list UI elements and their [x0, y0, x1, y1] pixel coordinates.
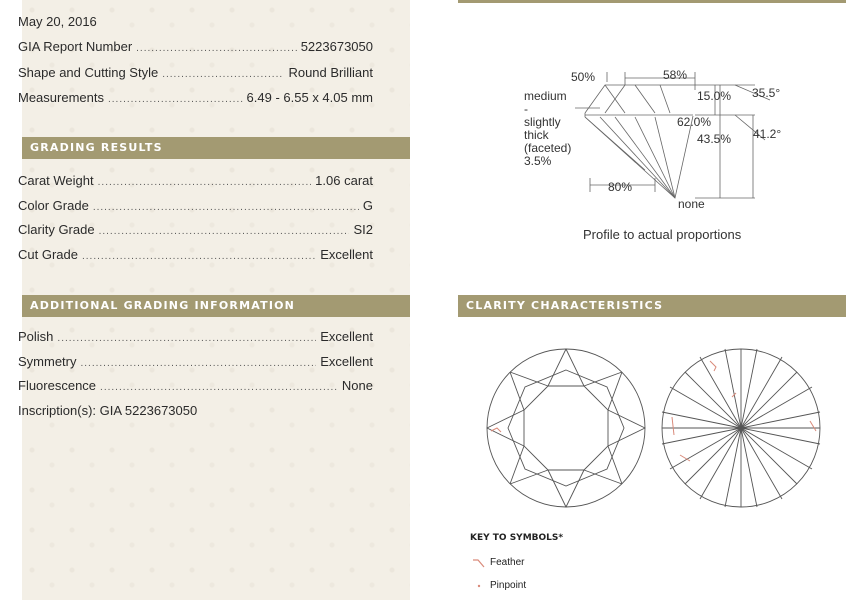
row-value: Excellent [320, 354, 373, 369]
row-label: Carat Weight [18, 173, 94, 188]
row-value: None [341, 378, 373, 393]
pinpoint-symbol-icon [472, 581, 486, 591]
clarity-characteristics-header: CLARITY CHARACTERISTICS [458, 295, 846, 317]
additional-info-header: ADDITIONAL GRADING INFORMATION [22, 295, 410, 317]
report-number-row [18, 38, 373, 58]
carat-row [18, 172, 373, 192]
row-value: Round Brilliant [288, 65, 373, 80]
row-value: Excellent [320, 329, 373, 344]
leader-dots [108, 91, 243, 109]
report-date: May 20, 2016 [18, 14, 97, 29]
girdle-top: medium [524, 89, 567, 103]
leader-dots [100, 379, 338, 397]
lower-half-pct: 80% [608, 180, 633, 194]
key-label: Feather [490, 557, 525, 568]
row-label: Color Grade [18, 198, 89, 213]
row-label: Symmetry [18, 354, 77, 369]
row-label: Shape and Cutting Style [18, 65, 159, 80]
crown-height: 15.0% [697, 89, 732, 103]
pavilion-angle: 41.2° [753, 127, 782, 141]
girdle-line-1: slightly [524, 115, 561, 129]
leader-dots [162, 66, 284, 84]
feather-symbol-icon [472, 558, 486, 568]
girdle-line-2: thick [524, 128, 549, 142]
polish-row [18, 328, 373, 348]
proportions-diagram [515, 60, 815, 220]
row-value: 6.49 - 6.55 x 4.05 mm [246, 90, 373, 105]
row-value: G [362, 198, 373, 213]
key-feather [472, 557, 524, 568]
row-label: GIA Report Number [18, 39, 133, 54]
measurements-row [18, 89, 373, 109]
leader-dots [136, 40, 297, 58]
row-label: Polish [18, 329, 54, 344]
leader-dots [81, 355, 317, 373]
row-value: Excellent [320, 247, 373, 262]
cut-row [18, 246, 373, 266]
leader-dots [93, 199, 359, 217]
crown-angle: 35.5° [752, 86, 781, 100]
leader-dots [99, 223, 350, 241]
total-depth: 62.0% [677, 115, 712, 129]
row-value: 5223673050 [300, 39, 373, 54]
key-pinpoint [472, 580, 526, 591]
leader-dots [82, 248, 316, 266]
row-label: Fluorescence [18, 378, 97, 393]
crown-plot-diagram [485, 347, 647, 509]
symmetry-row [18, 353, 373, 373]
pavilion-plot-diagram [660, 347, 822, 509]
girdle-dash: - [524, 102, 528, 116]
row-value: 1.06 carat [315, 173, 373, 188]
row-label: Cut Grade [18, 247, 78, 262]
shape-row [18, 64, 373, 84]
leader-dots [98, 174, 312, 192]
fluorescence-row [18, 377, 373, 397]
girdle-line-4: 3.5% [524, 154, 552, 168]
inscription-row: Inscription(s): GIA 5223673050 [18, 403, 198, 418]
key-label: Pinpoint [490, 580, 527, 591]
profile-caption: Profile to actual proportions [583, 227, 742, 242]
row-label: Clarity Grade [18, 222, 95, 237]
culet: none [678, 197, 705, 211]
key-to-symbols-title: KEY TO SYMBOLS* [470, 533, 564, 543]
star-pct: 50% [571, 70, 596, 84]
grading-results-header: GRADING RESULTS [22, 137, 410, 159]
pavilion-depth: 43.5% [697, 132, 732, 146]
girdle-line-3: (faceted) [524, 141, 572, 155]
row-value: SI2 [353, 222, 373, 237]
color-row [18, 197, 373, 217]
clarity-row [18, 221, 373, 241]
row-label: Measurements [18, 90, 104, 105]
right-top-divider [458, 0, 846, 3]
leader-dots [57, 330, 316, 348]
table-pct: 58% [663, 68, 688, 82]
